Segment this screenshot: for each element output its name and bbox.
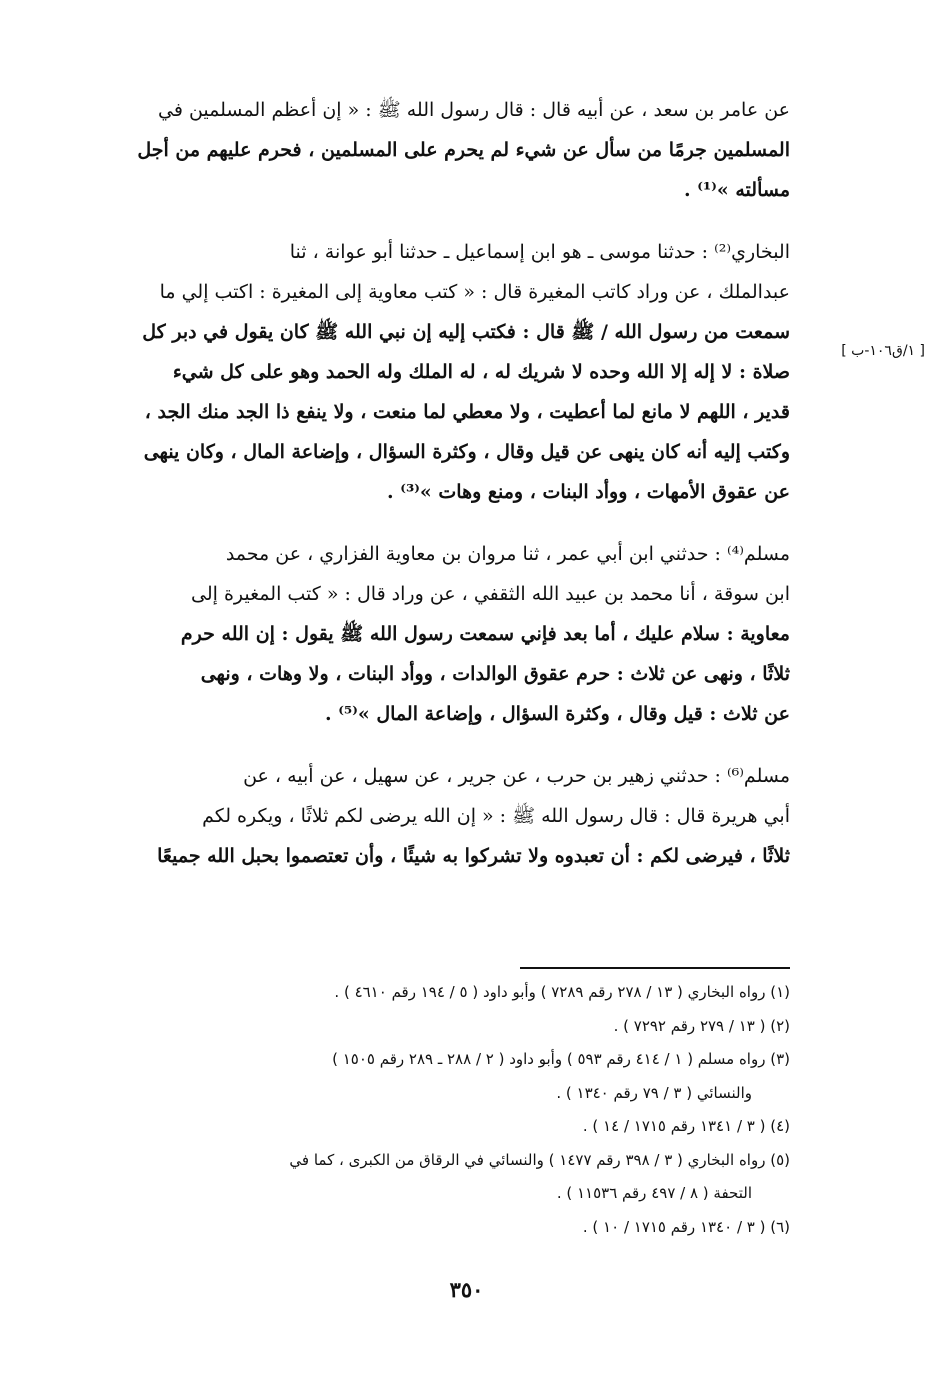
text-line: البخاري⁽²⁾ : حدثنا موسى ـ هو ابن إسماعيل ـ حدثنا أبو عوانة ، ثنا	[289, 241, 790, 263]
text-line: معاوية : سلام عليك ، أما بعد فإني سمعت رسول الله ﷺ يقول : إن الله حرم	[180, 623, 790, 645]
footnote-6	[48, 1211, 790, 1245]
main-text	[48, 90, 790, 898]
paragraph-4	[48, 756, 790, 876]
text-line: أبي هريرة قال : قال رسول الله ﷺ : « إن الله يرضى لكم ثلاثًا ، ويكره لكم	[202, 805, 790, 827]
footnote-line: والنسائي ( ٣ / ٧٩ رقم ١٣٤٠ ) .	[556, 1083, 752, 1102]
text-line: ثلاثًا ، فيرضى لكم : أن تعبدوه ولا تشركوا به شيئًا ، وأن تعتصموا بحبل الله جميعًا	[157, 845, 790, 867]
footnote-2	[48, 1010, 790, 1044]
text-line: مسلم⁽⁴⁾ : حدثني ابن أبي عمر ، ثنا مروان بن معاوية الفزاري ، عن محمد	[225, 543, 790, 565]
footnotes	[48, 976, 790, 1244]
footnote-5	[48, 1144, 790, 1211]
text-line: صلاة : لا إله إلا الله وحده لا شريك له ، له الملك وله الحمد وهو على كل شيء	[172, 361, 790, 383]
text-line: عن عقوق الأمهات ، ووأد البنات ، ومنع وهات »⁽³⁾ .	[387, 481, 790, 503]
margin-manuscript-ref: [ ١/ق١٠٦-ب ]	[841, 343, 925, 359]
footnote-3	[48, 1043, 790, 1110]
footnote-line: (٤) ( ٣ / ١٣٤١ رقم ١٧١٥ / ١٤ ) .	[582, 1117, 790, 1135]
text-line: عن عامر بن سعد ، عن أبيه قال : قال رسول الله ﷺ : « إن أعظم المسلمين في	[158, 99, 790, 121]
text-line: قدير ، اللهم لا مانع لما أعطيت ، ولا معطي لما منعت ، ولا ينفع ذا الجد منك الجد ،	[144, 401, 790, 423]
text-line: عبدالملك ، عن وراد كاتب المغيرة قال : « كتب معاوية إلى المغيرة : اكتب إلي ما	[159, 281, 790, 303]
paragraph-1	[48, 90, 790, 210]
paragraph-3	[48, 534, 790, 734]
text-line: ثلاثًا ، ونهى عن ثلاث : حرم عقوق الوالدات ، ووأد البنات ، ولا وهات ، ونهى	[200, 663, 790, 685]
footnote-1	[48, 976, 790, 1010]
footnote-line: (٣) رواه مسلم ( ١ / ٤١٤ رقم ٥٩٣ ) وأبو داود ( ٢ / ٢٨٨ ـ ٢٨٩ رقم ١٥٠٥ )	[332, 1050, 790, 1068]
paragraph-2	[48, 232, 790, 512]
footnote-4	[48, 1110, 790, 1144]
text-line: وكتب إليه أنه كان ينهى عن قيل وقال ، وكثرة السؤال ، وإضاعة المال ، وكان ينهى	[143, 441, 790, 463]
page-number: ٣٥٠	[449, 1277, 484, 1302]
footnote-line: (٢) ( ١٣ / ٢٧٩ رقم ٧٢٩٢ ) .	[613, 1016, 790, 1035]
footnote-line: (٥) رواه البخاري ( ٣ / ٣٩٨ رقم ١٤٧٧ ) والنسائي في الرقاق من الكبرى ، كما في	[289, 1150, 790, 1169]
text-line: مسألته »⁽¹⁾ .	[684, 179, 790, 201]
text-line: سمعت من رسول الله / ﷺ قال : فكتب إليه إن نبي الله ﷺ كان يقول في دبر كل	[142, 321, 790, 343]
text-line: ابن سوقة ، أنا محمد بن عبيد الله الثقفي ، عن وراد قال : « كتب المغيرة إلى	[191, 583, 790, 605]
footnote-divider	[520, 967, 790, 969]
footnote-line: (٦) ( ٣ / ١٣٤٠ رقم ١٧١٥ / ١٠ ) .	[582, 1217, 790, 1236]
footnote-line: (١) رواه البخاري ( ١٣ / ٢٧٨ رقم ٧٢٨٩ ) وأبو داود ( ٥ / ١٩٤ رقم ٤٦١٠ ) .	[334, 983, 790, 1001]
footnote-line: التحفة ( ٨ / ٤٩٧ رقم ١١٥٣٦ ) .	[556, 1184, 752, 1202]
text-line: المسلمين جرمًا من سأل عن شيء لم يحرم على المسلمين ، فحرم عليهم من أجل	[137, 139, 790, 161]
text-line: عن ثلاث : قيل وقال ، وكثرة السؤال ، وإضاعة المال »⁽⁵⁾ .	[324, 703, 790, 725]
text-line: مسلم⁽⁶⁾ : حدثني زهير بن حرب ، عن جرير ، عن سهيل ، عن أبيه ، عن	[243, 765, 790, 787]
